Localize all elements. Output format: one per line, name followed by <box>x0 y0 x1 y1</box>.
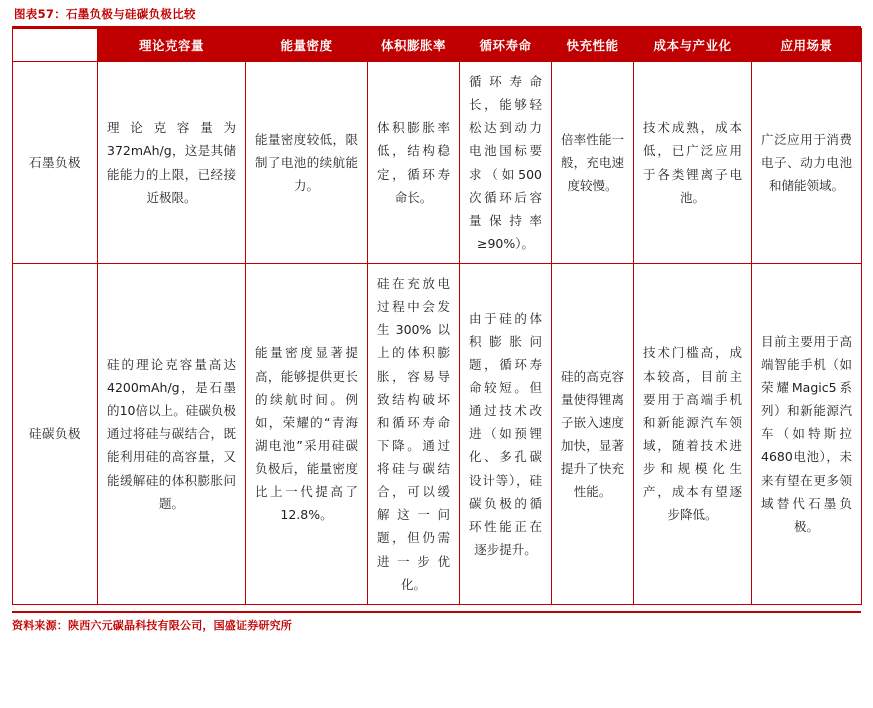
cell-silicon-theoretical-capacity: 硅的理论克容量高达4200mAh/g，是石墨的10倍以上。硅碳负极通过将硅与碳结合，既能利用硅的高容量，又能缓解硅的体积膨胀问题。 <box>98 264 246 605</box>
cell-silicon-applications: 目前主要用于高端智能手机（如荣耀Magic5系列）和新能源汽车（如特斯拉4680电池），未来有望在更多领域替代石墨负极。 <box>752 264 862 605</box>
table-header-theoretical-capacity: 理论克容量 <box>98 29 246 62</box>
comparison-table <box>12 28 862 605</box>
cell-graphite-cycle-life: 循环寿命长，能够轻松达到动力电池国标要求（如500次循环后容量保持率≥90%）。 <box>460 62 552 264</box>
table-header-fast-charging: 快充性能 <box>552 29 634 62</box>
figure-title: 图表57：石墨负极与硅碳负极比较 <box>14 7 196 21</box>
row-label-silicon-carbon-anode: 硅碳负极 <box>13 264 98 605</box>
cell-silicon-fast-charging: 硅的高克容量使得锂离子嵌入速度加快，显著提升了快充性能。 <box>552 264 634 605</box>
cell-graphite-energy-density: 能量密度较低，限制了电池的续航能力。 <box>246 62 368 264</box>
cell-silicon-energy-density: 能量密度显著提高，能够提供更长的续航时间。例如，荣耀的“青海湖电池”采用硅碳负极后，能量密度比上一代提高了12.8%。 <box>246 264 368 605</box>
cell-graphite-theoretical-capacity: 理论克容量为372mAh/g，这是其储能能力的上限，已经接近极限。 <box>98 62 246 264</box>
table-header-corner <box>13 29 98 62</box>
table-header-energy-density: 能量密度 <box>246 29 368 62</box>
table-header-applications: 应用场景 <box>752 29 862 62</box>
cell-graphite-fast-charging: 倍率性能一般，充电速度较慢。 <box>552 62 634 264</box>
table-row <box>13 62 862 264</box>
cell-graphite-cost-industrialization: 技术成熟，成本低，已广泛应用于各类锂离子电池。 <box>634 62 752 264</box>
source-note: 资料来源：陕西六元碳晶科技有限公司，国盛证券研究所 <box>12 611 861 633</box>
cell-silicon-volume-expansion: 硅在充放电过程中会发生300%以上的体积膨胀，容易导致结构破坏和循环寿命下降。通过将硅与碳结合，可以缓解这一问题，但仍需进一步优化。 <box>368 264 460 605</box>
row-label-graphite-anode: 石墨负极 <box>13 62 98 264</box>
table-header-row <box>13 29 862 62</box>
table-row <box>13 264 862 605</box>
cell-silicon-cost-industrialization: 技术门槛高，成本较高，目前主要用于高端手机和新能源汽车领域，随着技术进步和规模化生产，成本有望逐步降低。 <box>634 264 752 605</box>
cell-graphite-applications: 广泛应用于消费电子、动力电池和储能领域。 <box>752 62 862 264</box>
table-header-cost-industrialization: 成本与产业化 <box>634 29 752 62</box>
table-header-cycle-life: 循环寿命 <box>460 29 552 62</box>
cell-graphite-volume-expansion: 体积膨胀率低，结构稳定，循环寿命长。 <box>368 62 460 264</box>
table-header-volume-expansion: 体积膨胀率 <box>368 29 460 62</box>
cell-silicon-cycle-life: 由于硅的体积膨胀问题，循环寿命较短。但通过技术改进（如预锂化、多孔碳设计等），硅碳负极的循环性能正在逐步提升。 <box>460 264 552 605</box>
